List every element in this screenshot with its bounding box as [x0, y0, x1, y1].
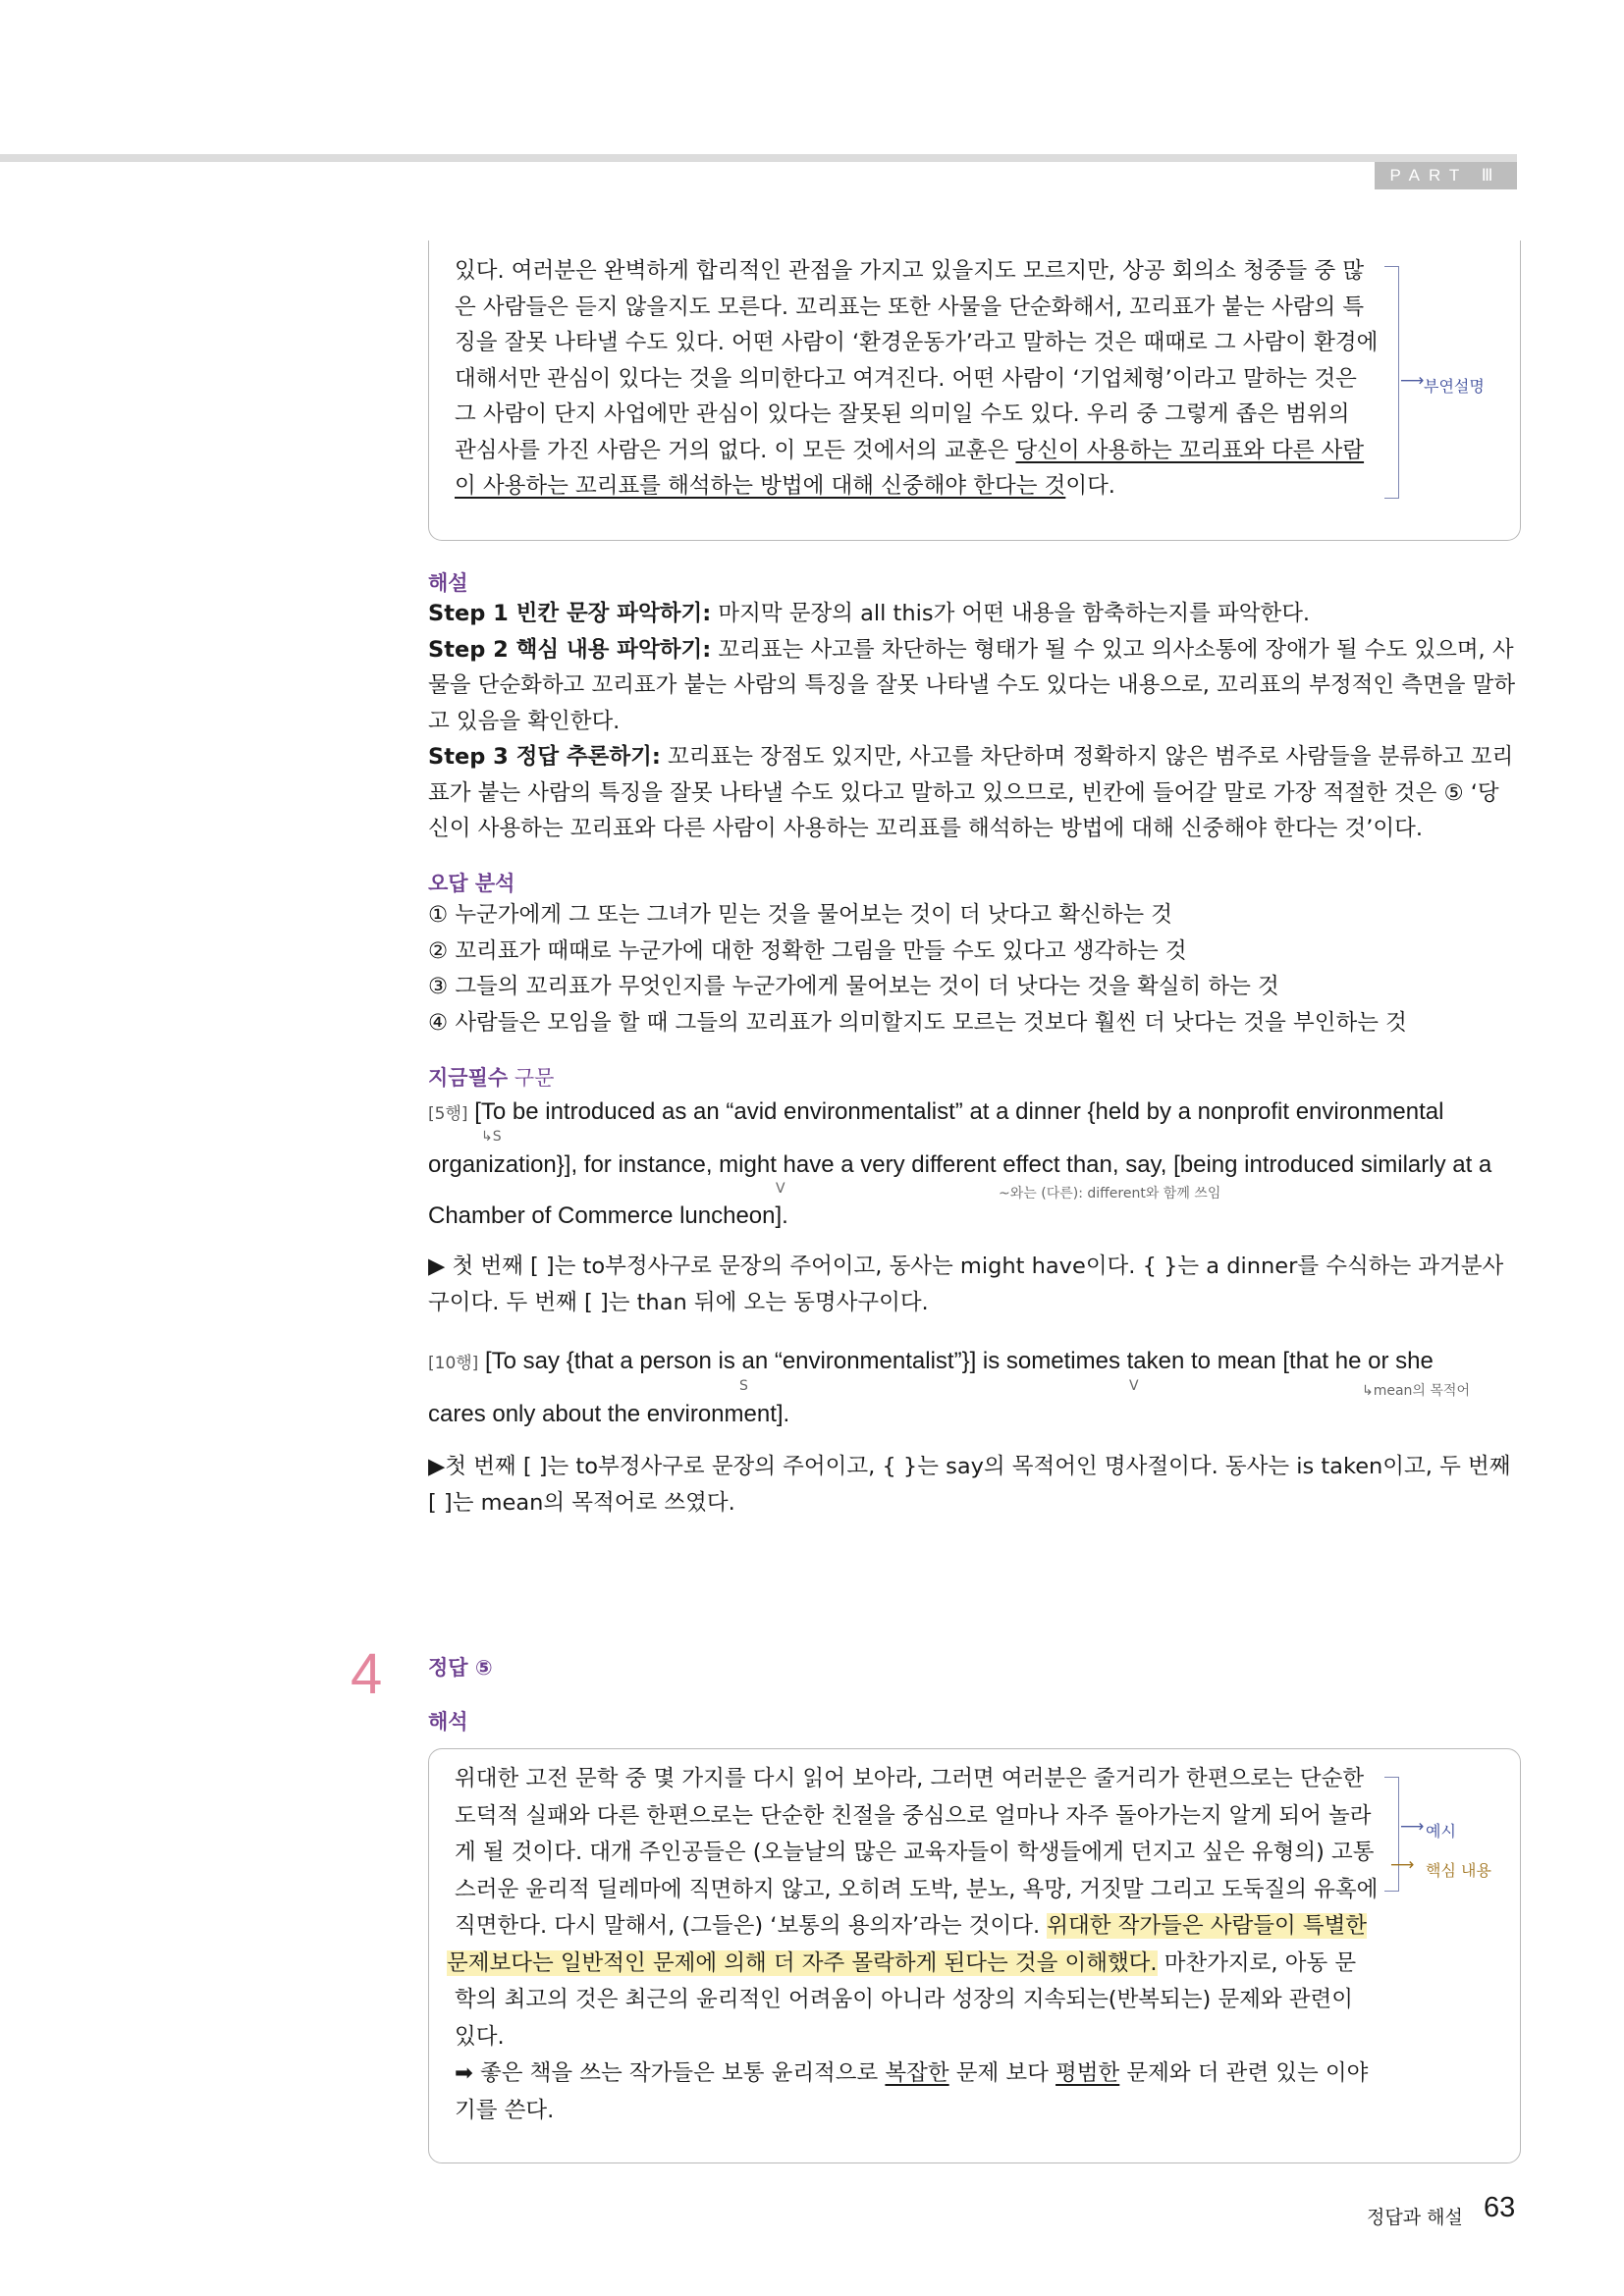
line-tag: [10행] [428, 1354, 479, 1373]
step-text: 꼬리표는 장점도 있지만, 사고를 차단하며 정확하지 않은 범주로 사람들을 분류하고 꼬리표가 붙는 사람의 특징을 잘못 나타낼 수도 있다고 말하고 있으므로, 빈칸에 들어갈 말로 가장 적절한 것은 ⑤ ‘당신이 사용하는 꼬리표와 다른 사람이 사용하는 꼬리표를 해석하는 방법에 대해 신중해야 한다는 것’이다. [428, 744, 1514, 841]
explanation-steps [428, 596, 1520, 847]
question-number: 4 [351, 1642, 383, 1706]
key-highlight: 문제보다는 일반적인 문제에 의해 더 자주 몰락하게 된다는 것을 이해했다. [447, 1949, 1158, 1976]
section-heading-haeseok: 해석 [428, 1710, 468, 1734]
part-tab: PART Ⅲ [1375, 162, 1517, 189]
step-label: Step 2 핵심 내용 파악하기: [428, 636, 712, 663]
syntax-explanation-2: ▶첫 번째 [ ]는 to부정사구로 문장의 주어이고, { }는 say의 목적어인 명사절이다. 동사는 is taken이고, 두 번째 [ ]는 mean의 목적어로 쓰였다. [428, 1454, 1511, 1516]
translation-line: 학의 최고의 것은 최근의 윤리적인 어려움이 아니라 성장의 지속되는(반복되는) 문제와 관련이 [455, 1987, 1354, 2012]
key-highlight: 위대한 작가들은 사람들이 특별한 [1047, 1913, 1368, 1939]
verb-mark: V [776, 1181, 785, 1197]
translation-line: 기를 쓴다. [455, 2097, 555, 2123]
grammar-note: ~와는 (다른): different와 함께 쓰임 [999, 1186, 1221, 1201]
summary-underline: 복잡한 [885, 2060, 949, 2086]
translation-lines [455, 253, 1378, 505]
line-tag: [5행] [428, 1104, 468, 1124]
summary-underline: 평범한 [1056, 2060, 1120, 2086]
syntax-explanation-1: ▶ 첫 번째 [ ]는 to부정사구로 문장의 주어이고, 동사는 might have이다. { }는 a dinner를 수식하는 과거분사구이다. 두 번째 [ ]는 than 뒤에 오는 동명사구이다. [428, 1254, 1504, 1315]
verb-mark: V [1129, 1378, 1139, 1394]
key-underline: 이 사용하는 꼬리표를 해석하는 방법에 대해 신중해야 한다는 것 [455, 473, 1066, 499]
page-number: 63 [1484, 2192, 1516, 2223]
arrow-right-icon: ⟶ [1400, 1817, 1425, 1837]
translation-text: 마찬가지로, 아동 문 [1157, 1949, 1357, 1976]
sentence-line [428, 1087, 1520, 1140]
step-3 [428, 739, 1520, 847]
side-label-key: 핵심 내용 [1426, 1861, 1491, 1880]
header-rule [0, 154, 1517, 162]
section-heading-odap: 오답 분석 [428, 872, 515, 895]
step-2 [428, 632, 1520, 740]
side-bracket [1384, 266, 1399, 499]
step-text: 꼬리표는 사고를 차단하는 형태가 될 수 있고 의사소통에 장애가 될 수도 있으며, 사물을 단순화하고 꼬리표가 붙는 사람의 특징을 잘못 나타낼 수도 있다는 내용으로, 꼬리표의 부정적인 측면을 말하고 있음을 확인한다. [428, 636, 1516, 734]
step-label: Step 1 빈칸 문장 파악하기: [428, 601, 712, 626]
translation-line: 그 사람이 단지 사업에만 관심이 있다는 잘못된 의미일 수도 있다. 우리 중 그렇게 좁은 범위의 [455, 401, 1350, 427]
key-underline: 당신이 사용하는 꼬리표와 다른 사람 [1015, 437, 1365, 463]
translation-line: 게 될 것이다. 대개 주인공들은 (오늘날의 많은 교육자들이 학생들에게 던지고 싶은 유형의) 고통 [455, 1840, 1375, 1865]
heading-part: 지금필수 [428, 1066, 509, 1090]
list-item: ② 꼬리표가 때때로 누군가에 대한 정확한 그림을 만들 수도 있다고 생각하는 것 [428, 937, 1187, 964]
translation-text: 직면한다. 다시 말해서, (그들은) ‘보통의 용의자’라는 것이다. [455, 1913, 1048, 1939]
sentence-line: organization}], for instance, might have a very different effect than, say, [being introduced similarly at a [428, 1151, 1492, 1178]
translation-box-top [428, 240, 1521, 541]
summary-text: 문제 보다 [948, 2060, 1056, 2086]
grammar-note: ↳mean의 목적어 [1362, 1383, 1470, 1399]
summary-text: 문제와 더 관련 있는 이야 [1119, 2060, 1369, 2086]
translation-line [455, 1908, 1378, 1946]
translation-line: 있다. 여러분은 완벽하게 합리적인 관점을 가지고 있을지도 모르지만, 상공 회의소 청중들 중 많 [455, 258, 1365, 284]
subject-mark: ↳S [481, 1129, 502, 1145]
step-1 [428, 596, 1520, 632]
syntax-sentence-2 [428, 1336, 1520, 1440]
translation-line [455, 2056, 1378, 2093]
sentence-line [428, 1336, 1520, 1389]
translation-text: 이다. [1065, 473, 1115, 499]
subject-mark: S [739, 1378, 748, 1394]
sentence-text: [To say {that a person is an “environmentalist”}] is sometimes taken to mean [that he or she [485, 1348, 1434, 1374]
translation-line [447, 1946, 1378, 1983]
list-item: ④ 사람들은 모임을 할 때 그들의 꼬리표가 의미할지도 모르는 것보다 훨씬 더 낫다는 것을 부인하는 것 [428, 1009, 1407, 1036]
list-item: ③ 그들의 꼬리표가 무엇인지를 누군가에게 물어보는 것이 더 낫다는 것을 확실히 하는 것 [428, 974, 1279, 999]
translation-line: 위대한 고전 문학 중 몇 가지를 다시 읽어 보아라, 그러면 여러분은 줄거리가 한편으로는 단순한 [455, 1766, 1365, 1791]
translation-line: 대해서만 관심이 있다는 것을 의미한다고 여겨진다. 어떤 사람이 ‘기업체형’이라고 말하는 것은 [455, 365, 1357, 392]
sentence-line: cares only about the environment]. [428, 1401, 790, 1427]
summary-text: ➡ 좋은 책을 쓰는 작가들은 보통 윤리적으로 [455, 2060, 886, 2086]
translation-line [455, 468, 1378, 505]
translation-line: 스러운 윤리적 딜레마에 직면하지 않고, 오히려 도박, 분노, 욕망, 거짓말 그리고 도둑질의 유혹에 [455, 1876, 1379, 1902]
translation-line [455, 433, 1378, 469]
arrow-right-icon: ⟶ [1390, 1855, 1415, 1875]
translation-line: 은 사람들은 듣지 않을지도 모른다. 꼬리표는 또한 사물을 단순화해서, 꼬리표가 붙는 사람의 특 [455, 294, 1365, 320]
translation-box-q4 [428, 1748, 1521, 2163]
sentence-line: Chamber of Commerce luncheon]. [428, 1202, 788, 1229]
translation-lines [447, 1761, 1379, 2129]
heading-part: 구문 [508, 1066, 555, 1090]
translation-line: 도덕적 실패와 다른 한편으로는 단순한 친절을 중심으로 얼마나 자주 돌아가는지 알게 되어 놀라 [455, 1802, 1372, 1829]
list-item: ① 누군가에게 그 또는 그녀가 믿는 것을 물어보는 것이 더 낫다고 확신하는 것 [428, 902, 1173, 928]
section-heading-haeseol: 해설 [428, 571, 468, 595]
side-label-example: 예시 [1426, 1822, 1456, 1841]
translation-text: 관심사를 가진 사람은 거의 없다. 이 모든 것에서의 교훈은 [455, 437, 1016, 463]
answer-label: 정답 ⑤ [428, 1656, 493, 1680]
translation-line: 있다. [455, 2023, 505, 2050]
footer-label: 정답과 해설 [1367, 2207, 1463, 2228]
step-text: 마지막 문장의 all this가 어떤 내용을 함축하는지를 파악한다. [711, 601, 1311, 626]
syntax-sentence-1 [428, 1087, 1520, 1242]
translation-line: 징을 잘못 나타낼 수도 있다. 어떤 사람이 ‘환경운동가’라고 말하는 것은 때때로 그 사람이 환경에 [455, 330, 1379, 355]
wrong-answer-list [428, 897, 1407, 1041]
sentence-text: [To be introduced as an “avid environmentalist” at a dinner {held by a nonprofit environmental [474, 1098, 1444, 1125]
step-label: Step 3 정답 추론하기: [428, 744, 661, 770]
side-label-bueon: 부연설명 [1424, 377, 1485, 396]
arrow-right-icon: ⟶ [1400, 371, 1425, 391]
